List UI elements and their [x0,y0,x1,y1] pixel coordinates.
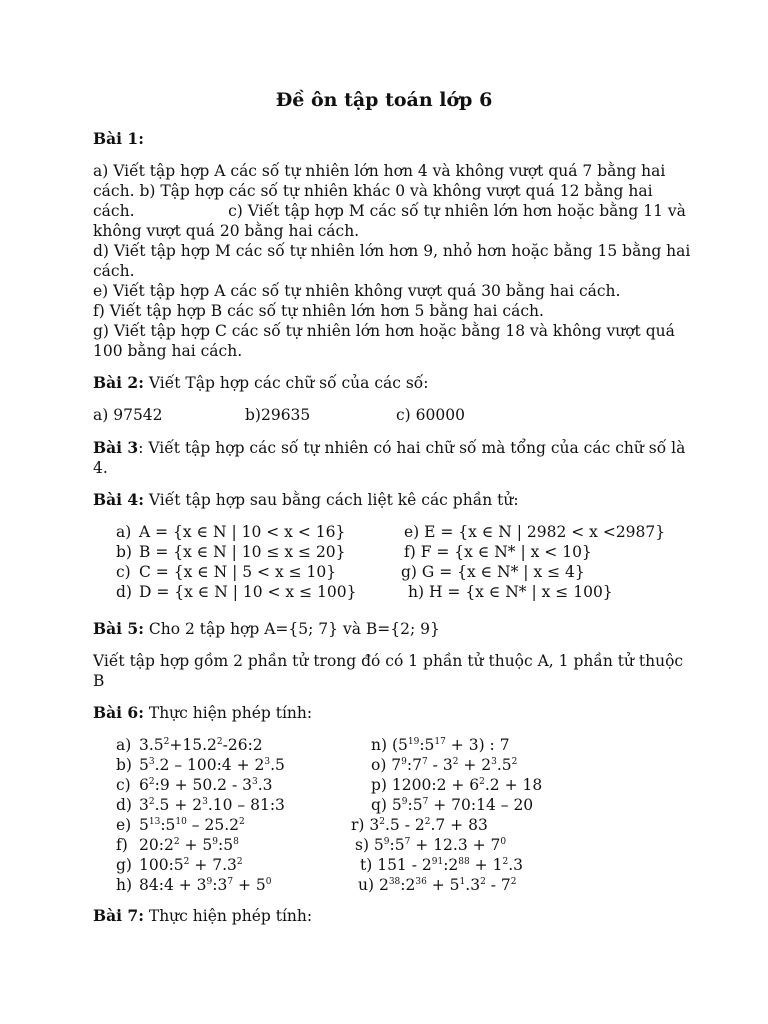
bai1-line: cách. c) Viết tập hợp M các số tự nhiên lớn hơn hoặc bằng 11 và [93,202,686,220]
expression-text: 5 [139,816,149,834]
expression-item [371,795,542,815]
bai3-line: 4. [93,459,108,477]
expression-text: n) (5 [371,736,408,754]
list-item: g) G = {x ∈ N* | x ≤ 4} [401,563,585,581]
bai1-line: 100 bằng hai cách. [93,342,243,360]
expression-text: :3 [212,876,228,894]
bai4-left-list [116,522,356,602]
expression-text: :5 [160,816,176,834]
exponent: 7 [227,877,234,887]
expression-text: .10 – 81:3 [207,796,285,814]
list-item: h) H = {x ∈ N* | x ≤ 100} [408,583,613,601]
bai7-text: Thực hiện phép tính: [143,907,313,925]
expression-text: s) 5 [355,836,384,854]
bai1-line: cách. b) Tập hợp các số tự nhiên khác 0 và không vượt quá 12 bằng hai [93,182,653,200]
bai6-right-list [351,735,543,895]
expression-text: .3 [508,856,523,874]
bai5-line [93,619,440,638]
bai1-line: d) Viết tập hợp M các số tự nhiên lớn hơn 9, nhỏ hơn hoặc bằng 15 bằng hai [93,242,691,260]
expression-text: .2 – 100:4 + 2 [154,756,265,774]
expression-text: + 1 [469,856,503,874]
expression-text: – 25.2 [186,816,239,834]
exponent: 38 [388,877,401,887]
item-label: g) [116,856,132,874]
exponent: 2 [163,737,170,747]
expression-text: :5 [407,796,423,814]
exponent: 88 [458,857,470,867]
expression-text: + 12.3 + 7 [410,836,501,854]
bai2-text: Viết Tập hợp các chữ số của các số: [143,374,429,392]
bai7-heading: Bài 7: [93,906,144,925]
bai2-item: b)29635 [245,406,311,424]
bai6-heading: Bài 6: [93,703,144,722]
exponent: 9 [401,797,408,807]
bai3-body [93,438,686,478]
bai2-item: c) 60000 [396,406,465,424]
expression-text: :5 [419,736,435,754]
exponent: 2 [424,817,431,827]
expression-text: - 3 [427,756,453,774]
bai5-text: Cho 2 tập hợp A={5; 7} và B={2; 9} [143,620,440,638]
expression-text: .5 - 2 [384,816,425,834]
expression-text: .3 [465,876,481,894]
exponent: 2 [379,817,385,827]
exponent: 3 [491,757,497,767]
item-text: C = {x ∈ N | 5 < x ≤ 10} [139,563,337,581]
bai4-heading: Bài 4: [93,490,144,509]
bai5-body-line: B [93,672,105,690]
expression-item [371,755,542,775]
item-label: c) [116,776,131,794]
list-item [116,582,356,602]
bai2-heading: Bài 2: [93,373,144,392]
exponent: 2 [479,777,485,787]
list-item [116,562,356,582]
exponent: 7 [422,797,429,807]
expression-text: :5 [389,836,405,854]
exponent: 2 [183,857,190,867]
bai4-right-list [401,522,666,602]
expression-item [371,735,542,755]
exponent: 0 [265,877,272,887]
bai1-line: a) Viết tập hợp A các số tự nhiên lớn hơn 4 và không vượt quá 7 bằng hai [93,162,666,180]
expression-item [116,835,285,855]
expression-text: + 5 [233,876,266,894]
expression-text: :2 [443,856,459,874]
exponent: 3 [252,777,258,787]
expression-item [116,755,285,775]
expression-item [355,835,542,855]
expression-text: + 2 [458,756,492,774]
exponent: 10 [175,817,187,827]
bai3-heading: Bài 3 [93,438,139,457]
expression-item [358,875,542,895]
exponent: 3 [264,757,271,767]
item-label: b) [116,543,132,561]
bai1-line: cách. [93,262,135,280]
expression-text: u) 2 [358,876,389,894]
expression-text: t) 151 - 2 [360,856,432,874]
expression-item [116,795,285,815]
bai1-body [93,161,691,361]
expression-text: 3.5 [139,736,164,754]
exponent: 9 [212,837,218,847]
expression-item [351,815,542,835]
exponent: 2 [148,777,155,787]
expression-text: .5 + 2 [154,796,203,814]
item-label: b) [116,756,132,774]
expression-text: 100:5 [139,856,184,874]
exponent: 2 [216,737,223,747]
expression-text: - 7 [485,876,511,894]
item-label: a) [116,736,132,754]
expression-text: :7 [406,756,422,774]
expression-item [116,775,285,795]
expression-text: +15.2 [169,736,217,754]
exponent: 9 [206,877,213,887]
list-item: f) F = {x ∈ N* | x < 10} [404,543,592,561]
expression-item [116,815,285,835]
exponent: 2 [502,857,509,867]
exponent: 8 [233,837,239,847]
bai2-line [93,373,429,392]
exponent: 2 [239,817,245,827]
item-label: c) [116,563,131,581]
bai6-left-list [116,735,285,895]
bai3-text: : Viết tập hợp các số tự nhiên có hai chữ số mà tổng của các chữ số là [138,439,686,457]
bai1-line: e) Viết tập hợp A các số tự nhiên không vượt quá 30 bằng hai cách. [93,282,621,300]
bai1-line: không vượt quá 20 bằng hai cách. [93,222,360,240]
expression-text: 20:2 [139,836,174,854]
expression-text: + 70:14 – 20 [428,796,534,814]
exponent: 36 [415,877,427,887]
expression-text: :9 + 50.2 - 3 [154,776,252,794]
expression-text: -26:2 [222,736,263,754]
exponent: 3 [202,797,208,807]
expression-text: p) 1200:2 + 6 [371,776,480,794]
bai5-body-line: Viết tập hợp gồm 2 phần tử trong đó có 1 phần tử thuộc A, 1 phần tử thuộc [93,652,684,670]
expression-text: .5 [496,756,512,774]
bai5-body [93,651,683,691]
expression-text: q) 5 [371,796,402,814]
bai4-text: Viết tập hợp sau bằng cách liệt kê các phần tử: [143,491,519,509]
expression-text: 5 [139,756,149,774]
item-label: a) [116,523,132,541]
expression-item [116,735,285,755]
exponent: 1 [459,877,466,887]
exponent: 91 [431,857,444,867]
exponent: 2 [511,757,518,767]
bai6-text: Thực hiện phép tính: [143,704,313,722]
expression-text: + 5 [426,876,460,894]
expression-text: r) 3 [351,816,380,834]
exponent: 2 [480,877,486,887]
exponent: 13 [148,817,161,827]
exponent: 2 [173,837,180,847]
exponent: 9 [401,757,407,767]
item-label: d) [116,796,132,814]
item-text: D = {x ∈ N | 10 < x ≤ 100} [139,583,357,601]
item-label: d) [116,583,132,601]
page-title: Đề ôn tập toán lớp 6 [275,89,493,111]
exponent: 19 [407,737,420,747]
item-label: e) [116,816,132,834]
expression-text: 3 [139,796,149,814]
expression-text: .5 [270,756,285,774]
expression-item [116,855,285,875]
item-text: A = {x ∈ N | 10 < x < 16} [139,523,346,541]
bai7-line [93,906,312,925]
expression-text: + 5 [179,836,213,854]
expression-text: 84:4 + 3 [139,876,207,894]
expression-item [360,855,542,875]
exponent: 9 [383,837,390,847]
exponent: 7 [422,757,428,767]
bai5-heading: Bài 5: [93,619,144,638]
item-label: h) [116,876,133,894]
exponent: 2 [236,857,243,867]
item-text: B = {x ∈ N | 10 ≤ x ≤ 20} [139,543,346,561]
expression-text: :5 [217,836,234,854]
exponent: 3 [148,757,155,767]
exponent: 0 [500,837,507,847]
exponent: 17 [434,737,446,747]
expression-item [116,875,285,895]
bai1-line: f) Viết tập hợp B các số tự nhiên lớn hơn 5 bằng hai cách. [93,302,544,320]
bai6-line [93,703,312,722]
exponent: 2 [510,877,517,887]
expression-text: o) 7 [371,756,402,774]
expression-text: + 7.3 [189,856,237,874]
expression-text: + 3) : 7 [445,736,510,754]
exponent: 2 [148,797,155,807]
expression-text: .2 + 18 [484,776,543,794]
expression-text: .7 + 83 [430,816,488,834]
expression-text: 6 [139,776,149,794]
list-item: e) E = {x ∈ N | 2982 < x <2987} [404,523,666,541]
bai1-line: g) Viết tập hợp C các số tự nhiên lớn hơn hoặc bằng 18 và không vượt quá [93,322,675,340]
item-label: f) [116,836,128,854]
expression-text: .3 [257,776,273,794]
expression-text: :2 [400,876,416,894]
exponent: 2 [452,757,459,767]
exponent: 7 [404,837,411,847]
list-item [116,522,356,542]
list-item [116,542,356,562]
bai2-item: a) 97542 [93,406,163,424]
bai1-heading: Bài 1: [93,129,144,148]
bai4-line [93,490,519,509]
expression-item [371,775,542,795]
